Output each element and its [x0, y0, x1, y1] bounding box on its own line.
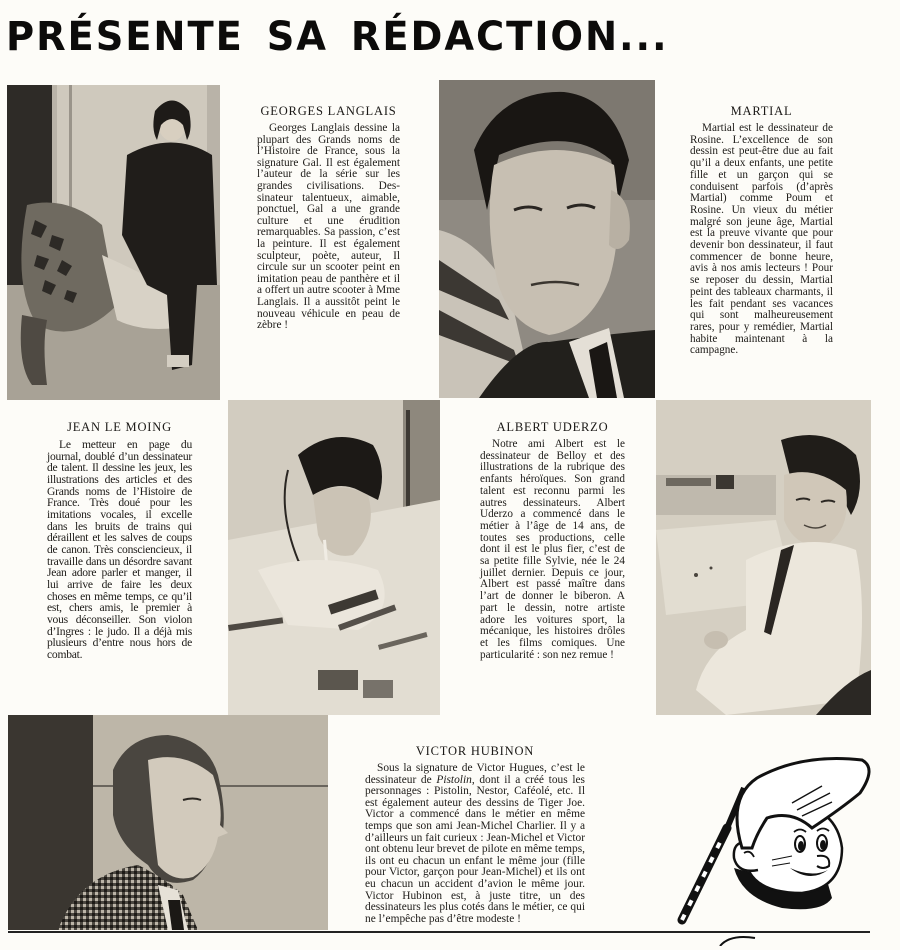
- bio-text: Georges Langlais dessine la plupart des Grands noms de l’Histoire de France, sous la signature Gal. Il est également l’auteur de la série sur les grandes civilisations. Dessinateur talentueux, aimable, ponctuel, Gal a une grande culture et une érudition remarquables. Sa passion, c’est la peinture. Il est également sculpteur, poète, auteur, Il circule sur un scooter peint en imitation peau de panthère et il a offert un autre scooter à Mme Langlais. Il a aussitôt peint le nouveau véhicule en peau de zèbre !: [257, 122, 400, 332]
- bio-name: GEORGES LANGLAIS: [260, 104, 397, 118]
- comic-title-pistolin: Pistolin: [436, 773, 472, 786]
- bio-text: Sous la signature de Victor Hugues, c’est le dessinateur de Pistolin, dont il a créé tous les personnages : Pistolin, Nestor, Caféolé, etc. Il est également auteur des dessins de Tiger Joe. Victor a commencé dans le métier en même temps que son ami Jean-Michel Charlier. Il y a d’ailleurs un fait curieux : Jean-Michel et Victor ont obtenu leur brevet de pilote en même temps, ils ont eu chacun un enfant le même jour (fille pour Victor, garçon pour Jean-Michel) et ils ont eu chacun un accident d’avion le même jour. Victor Hubinon est, à juste titre, un des dessinateurs les plus cotés dans le métier, ce qui ne l’empêche pas d’être modeste !: [365, 762, 585, 925]
- cartoon-boy-icon: [672, 748, 872, 928]
- bio-martial: [690, 104, 833, 357]
- pistolin-illustration: [672, 748, 872, 928]
- photo-profile-man: [8, 715, 328, 930]
- photo-martial: [439, 80, 655, 398]
- bio-name: JEAN LE MOING: [67, 420, 172, 434]
- photo-scooter-man: [7, 85, 220, 400]
- bio-jean-le-moing: [47, 420, 192, 660]
- bio-albert-uderzo: [480, 420, 625, 661]
- bio-text: Notre ami Albert est le dessinateur de Belloy et des illustrations de la rubrique des enfants héroïques. Son grand talent est reconnu parmi les autres dessinateurs. Albert Uderzo a commencé dans le métier à l’âge de 14 ans, de toutes ses productions, celle dont il est le plus fier, c’est de sa petite fille Sylvie, née le 24 juillet dernier. Depuis ce jour, Albert est passé maître dans l’art de donner le biberon. A part le dessin, notre artiste adore les voitures sport, la mécanique, les histoires drôles et les films comiques. Une particularité : son nez remue !: [480, 438, 625, 661]
- photo-smiling-artist: [656, 400, 871, 715]
- photo-victor-hubinon: [8, 715, 328, 930]
- photo-man-drawing: [228, 400, 440, 715]
- photo-albert-uderzo: [656, 400, 871, 715]
- curve-icon: [715, 932, 775, 946]
- page-title: PRÉSENTE SA RÉDACTION...: [6, 14, 669, 60]
- photo-jean-le-moing: [228, 400, 440, 715]
- bio-name: VICTOR HUBINON: [415, 744, 535, 758]
- photo-georges-langlais: [7, 85, 220, 400]
- bio-georges-langlais: [257, 104, 400, 332]
- bio-victor-hubinon: [365, 744, 585, 925]
- bio-text: Le metteur en page du journal, doublé d’un dessinateur de talent. Il dessine les jeux, les illustrations des articles et des Grands noms de l’Histoire de France. Très doué pour les imitations vocales, il excelle dans les bruits de trains qui déraillent et les salves de coups de canon. Très consciencieux, il travaille dans un désordre savant Jean adore parler et manger, il lui arrive de faire les deux choses en même temps, ce qu’il est, chers amis, le premier à vous déconseiller. Son violon d’Ingres : le judo. Il a déjà mis plusieurs d’entre nous hors de combat.: [47, 438, 192, 661]
- bio-text: Martial est le dessinateur de Rosine. L’excellence de son dessin est peut-être due au fait qu’il a deux enfants, une petite fille et un garçon qui se conduisent parfois (d’après Martial) comme Poum et Rosine. Un vieux du métier malgré son jeune âge, Martial est la preuve vivante que pour devenir bon dessinateur, il faut commencer de bonne heure, avis à nos amis lecteurs ! Pour se reposer du dessin, Martial peint des tableaux charmants, il les fait pendant ses vacances qui sont malheureusement rares, pour y remédier, Martial habite maintenant à la campagne.: [690, 122, 833, 357]
- photo-portrait-man: [439, 80, 655, 398]
- bio-name: MARTIAL: [730, 104, 793, 118]
- bio-name: ALBERT UDERZO: [496, 420, 609, 434]
